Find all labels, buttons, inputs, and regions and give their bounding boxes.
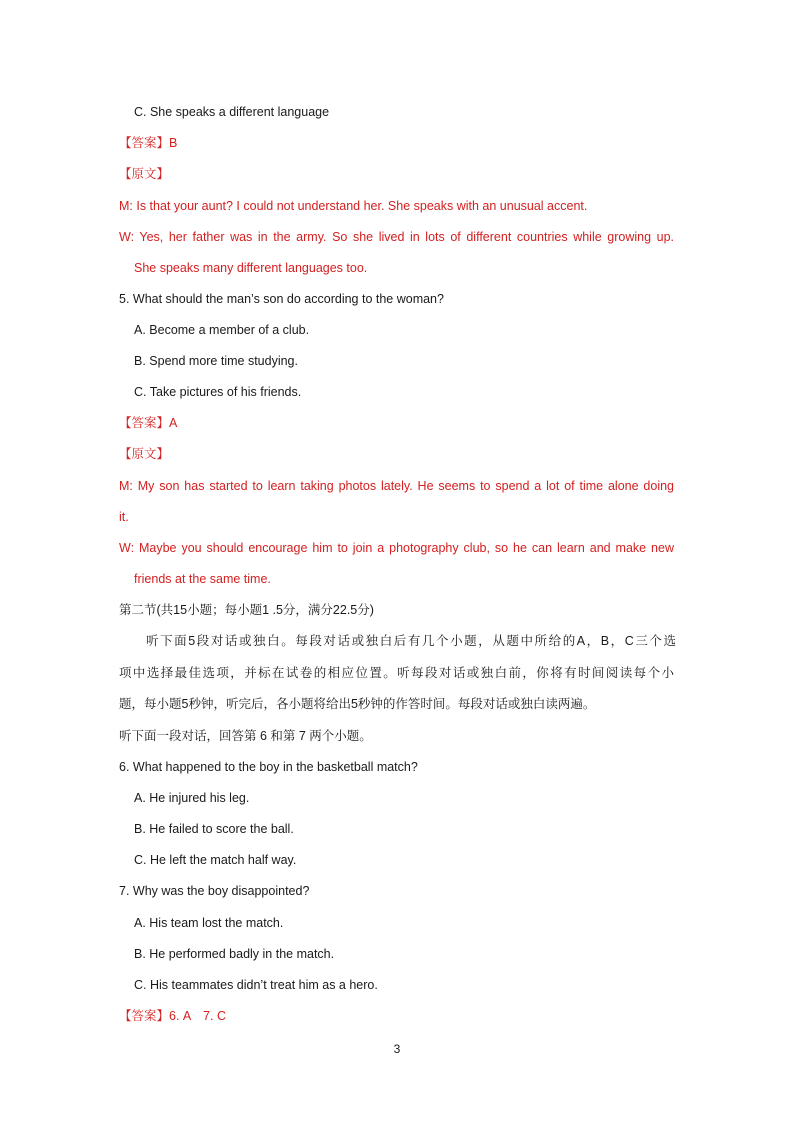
q7-option-a: A. His team lost the match. (134, 916, 284, 930)
q4-transcript-m: M: Is that your aunt? I could not understand her. She speaks with an unusual accent. (119, 199, 588, 213)
q5-option-a: A. Become a member of a club. (134, 323, 310, 337)
q5-transcript-label: 【原文】 (119, 447, 170, 461)
section2-instructions-line3: 题，每小题5秒钟，听完后，各小题将给出5秒钟的作答时间。每段对话或独白读两遍。 (119, 697, 596, 711)
section2-instructions-line2: 项中选择最佳选项，并标在试卷的相应位置。听每段对话或独白前，你将有时间阅读每个小 (119, 666, 674, 680)
q7-option-c: C. His teammates didn’t treat him as a hero. (134, 978, 378, 992)
q5-option-b: B. Spend more time studying. (134, 354, 298, 368)
q5-option-c: C. Take pictures of his friends. (134, 385, 302, 399)
q5-transcript-w-line1: W: Maybe you should encourage him to join a photography club, so he can learn and make new (119, 541, 674, 555)
q4-option-c: C. She speaks a different language (134, 105, 330, 119)
q6-option-c: C. He left the match half way. (134, 853, 297, 867)
q6-option-a: A. He injured his leg. (134, 791, 250, 805)
q4-transcript-w-line1: W: Yes, her father was in the army. So she lived in lots of different countries while growing up. (119, 230, 674, 244)
q5-transcript-m-line2: it. (119, 510, 129, 524)
section2-heading: 第二节(共15小题；每小题1 .5分，满分22.5分) (119, 603, 374, 617)
q6-option-b: B. He failed to score the ball. (134, 822, 294, 836)
q6-question: 6. What happened to the boy in the basketball match? (119, 760, 418, 774)
q5-transcript-m-line1: M: My son has started to learn taking photos lately. He seems to spend a lot of time alone doing (119, 479, 674, 493)
page-number: 3 (393, 1042, 401, 1056)
section2-instructions-line1: 听下面5段对话或独白。每段对话或独白后有几个小题，从题中所给的A，B，C三个选 (146, 634, 676, 648)
section2-sub-instruction: 听下面一段对话，回答第 6 和第 7 两个小题。 (119, 729, 372, 743)
q4-transcript-label: 【原文】 (119, 167, 170, 181)
answer-6-7: 【答案】6. A 7. C (119, 1009, 226, 1023)
q4-answer: 【答案】B (119, 136, 178, 150)
q5-transcript-w-line2: friends at the same time. (134, 572, 271, 586)
q7-question: 7. Why was the boy disappointed? (119, 884, 310, 898)
q5-question: 5. What should the man’s son do according to the woman? (119, 292, 444, 306)
q7-option-b: B. He performed badly in the match. (134, 947, 335, 961)
q4-transcript-w-line2: She speaks many different languages too. (134, 261, 368, 275)
q5-answer: 【答案】A (119, 416, 178, 430)
